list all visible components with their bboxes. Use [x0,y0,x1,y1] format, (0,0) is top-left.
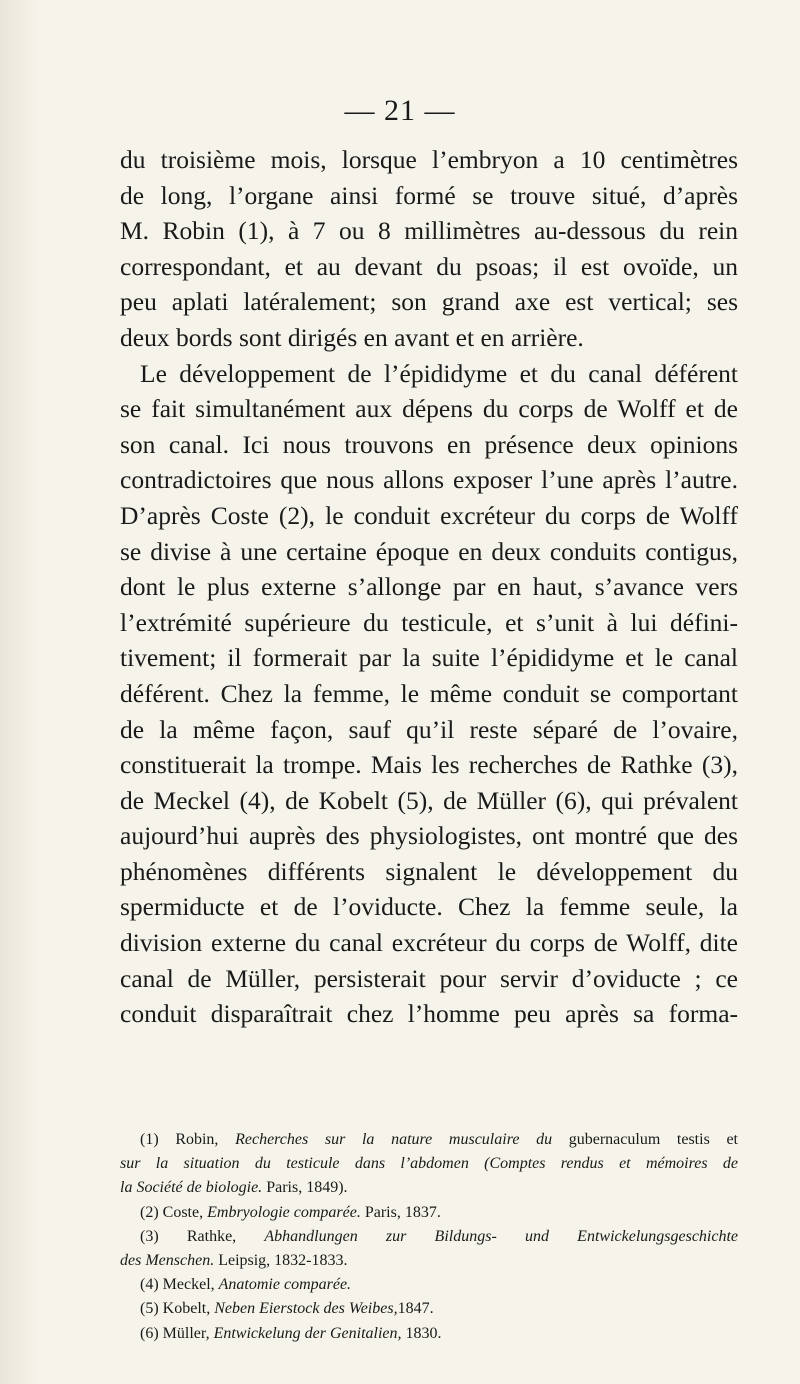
footnote-title: Entwickelung der Genitalien, [213,1324,402,1342]
footnote-number: (4) [140,1276,159,1294]
footnote-title: la Société de biologie. [120,1179,263,1197]
text-line: D’après Coste (2), le conduit excréteur du corps de Wolff [120,500,738,530]
footnote-1 [120,1128,738,1152]
footnote-author: Coste, [162,1203,204,1221]
text-line: conduit disparaîtrait chez l’homme peu après sa forma- [120,999,738,1029]
footnote-3-continued [120,1249,738,1273]
footnote-3 [120,1225,738,1249]
footnote-author: Kobelt, [162,1300,211,1318]
text-line: canal de Müller, persisterait pour servir d’oviducte ; ce [120,963,738,993]
footnotes [120,1128,738,1346]
footnote-1-continued [120,1152,738,1176]
footnote-author: Meckel, [162,1276,215,1294]
footnote-4 [120,1273,738,1297]
footnote-6 [120,1322,738,1346]
text-line: déférent. Chez la femme, le même conduit se comportant [120,678,738,708]
main-text [120,142,738,1032]
footnote-text: Leipsig, 1832-1833. [218,1251,348,1269]
text-line: spermiducte et de l’oviducte. Chez la femme seule, la [120,892,738,922]
footnote-author: Rathke, [186,1227,237,1245]
footnote-number: (6) [140,1324,159,1342]
text-line: constituerait la trompe. Mais les recherches de Rathke (3), [120,750,738,780]
footnote-number: (1) [140,1131,159,1148]
footnote-title: Neben Eierstock des Weibes, [214,1300,398,1318]
footnote-5 [120,1297,738,1321]
text-line: M. Robin (1), à 7 ou 8 millimètres au-dessous du rein [120,216,738,246]
footnote-title: des Menschen. [120,1251,215,1269]
text-line: se divise à une certaine époque en deux conduits contigus, [120,536,738,566]
text-line: phénomènes différents signalent le développement du [120,856,738,886]
footnote-title: Abhandlungen zur Bildungs- und Entwickelungsgeschichte [264,1227,739,1245]
text-line: de la même façon, sauf qu’il reste séparé de l’ovaire, [120,714,738,744]
text-line: peu aplati latéralement; son grand axe est vertical; ses [120,287,738,317]
text-line: division externe du canal excréteur du corps de Wolff, dite [120,928,738,958]
text-line: dont le plus externe s’allonge par en haut, s’avance vers [120,572,738,602]
footnote-text: gubernaculum testis et [568,1131,738,1148]
footnote-2 [120,1201,738,1225]
page-number: — 21 — [344,94,456,127]
text-line: contradictoires que nous allons exposer l’une après l’autre. [120,465,738,495]
footnote-text: Paris, 1849). [266,1179,348,1197]
text-line: de long, l’organe ainsi formé se trouve situé, d’après [120,180,738,210]
text-line: du troisième mois, lorsque l’embryon a 10 centimètres [120,145,738,174]
footnote-author: Robin, [175,1131,219,1148]
footnote-author: Müller, [162,1324,210,1342]
footnote-text: Paris, 1837. [364,1203,441,1221]
text-line: deux bords sont dirigés en avant et en arrière. [120,322,584,352]
footnote-text: 1847. [397,1300,434,1318]
text-line: Le développement de l’épididyme et du canal déférent [140,358,738,388]
footnote-title: Recherches sur la nature musculaire du [235,1131,553,1148]
text-line: aujourd’hui auprès des physiologistes, ont montré que des [120,821,738,851]
text-line: de Meckel (4), de Kobelt (5), de Müller (6), qui prévalent [120,785,738,815]
footnote-number: (3) [140,1227,159,1245]
text-line: son canal. Ici nous trouvons en présence deux opinions [120,429,738,459]
footnote-title: Anatomie comparée. [218,1276,352,1294]
footnote-number: (5) [140,1300,159,1318]
text-line: se fait simultanément aux dépens du corps de Wolff et de [120,394,738,424]
footnote-text: 1830. [405,1324,442,1342]
footnote-title: sur la situation du testicule dans l’abdomen (Comptes rendus et mémoires de [120,1155,738,1173]
footnote-number: (2) [140,1203,159,1221]
footnote-title: Embryologie comparée. [207,1203,361,1221]
text-line: tivement; il formerait par la suite l’épididyme et le canal [120,643,738,673]
text-line: l’extrémité supérieure du testicule, et s’unit à lui défini- [120,607,738,637]
footnote-1-continued [120,1176,738,1200]
text-line: correspondant, et au devant du psoas; il est ovoïde, un [120,251,738,281]
